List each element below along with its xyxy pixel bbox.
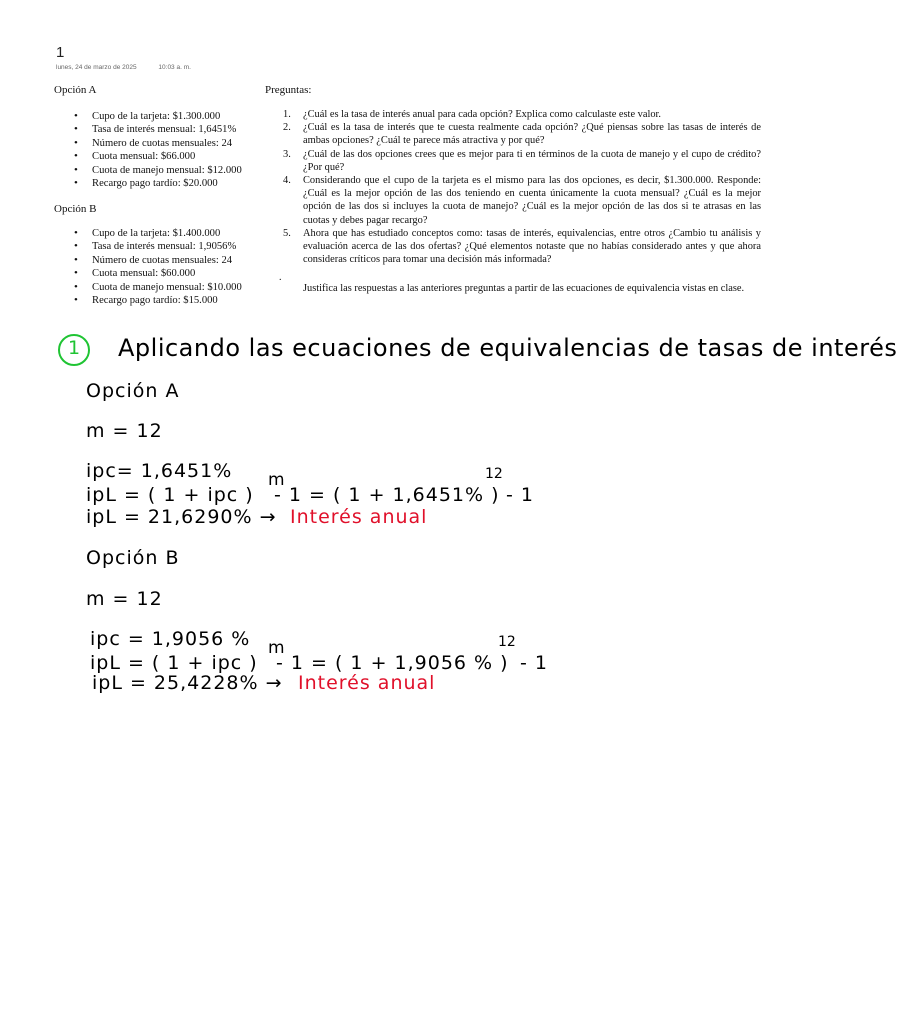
option-b-ipl-substitution: - 1 = ( 1 + 1,9056 % ) (276, 652, 509, 674)
questions-list (283, 108, 761, 266)
option-b-result: ipL = 25,4228% → (92, 672, 283, 694)
option-a-list (74, 110, 242, 190)
option-b-heading: Opción B (86, 547, 180, 569)
questions-title: Preguntas: (265, 84, 312, 96)
list-item: • Recargo pago tardío: $20.000 (74, 177, 242, 190)
question-text: ¿Cuál es la tasa de interés que te cuesta realmente cada opción? ¿Qué piensas sobre las tasas de interés de ambas opciones? ¿Cuál te parece más atractiva y por qué? (303, 122, 761, 147)
bullet-dot: . (279, 272, 282, 283)
option-b-exponent-m: m (268, 638, 285, 658)
option-a-heading: Opción A (86, 380, 180, 402)
question-item (283, 174, 761, 227)
option-b-result-label: Interés anual (298, 672, 436, 694)
question-text: ¿Cuál de las dos opciones crees que es mejor para ti en términos de la cuota de manejo y el cupo de crédito? ¿Por qué? (303, 148, 761, 173)
list-item: • Cuota de manejo mensual: $12.000 (74, 164, 242, 177)
option-b-ipl-formula: ipL = ( 1 + ipc ) (90, 652, 258, 674)
question-item (283, 108, 761, 121)
question-text: Considerando que el cupo de la tarjeta es el mismo para las dos opciones, es decir, $1.300.000. Responde: ¿Cuál es la mejor opción de las dos teniendo en cuenta únicamente la cuota mensual? ¿Cuál es la mejor opción de las dos si incluyes la cuota de manejo? ¿Cuál es la mejor opción de las dos si te atrasas en las cuotas y debes pagar recargo? (303, 175, 761, 226)
question-number: 4. (283, 175, 291, 187)
list-item: • Número de cuotas mensuales: 24 (74, 254, 242, 267)
question-text: Ahora que has estudiado conceptos como: tasas de interés, equivalencias, entre otros ¿Cambio tu análisis y evaluación acerca de las dos ofertas? ¿Qué elementos notaste que no habías considerado antes y que ahora consideras críticos para tomar una decisión más informada? (303, 227, 761, 266)
option-b-exponent-12: 12 (498, 634, 516, 650)
question-number: 2. (283, 122, 291, 134)
question-number: 3. (283, 148, 291, 160)
list-item: • Cuota mensual: $66.000 (74, 150, 242, 163)
option-a-result: ipL = 21,6290% → (86, 506, 277, 528)
option-b-list (74, 227, 242, 307)
option-a-ipl-formula: ipL = ( 1 + ipc ) (86, 484, 254, 506)
option-a-ipl-substitution: - 1 = ( 1 + 1,6451% ) (274, 484, 500, 506)
option-b-minus-one: - 1 (520, 652, 548, 674)
list-item: • Tasa de interés mensual: 1,9056% (74, 240, 242, 253)
option-a-result-label: Interés anual (290, 506, 428, 528)
option-a-exponent-12: 12 (485, 466, 503, 482)
question-item (283, 148, 761, 174)
question-number: 1. (283, 109, 291, 120)
page-time: 10:03 a. m. (158, 64, 191, 71)
step-number: 1 (67, 337, 81, 359)
option-a-title: Opción A (54, 84, 97, 96)
question-text: ¿Cuál es la tasa de interés anual para cada opción? Explica como calculaste este valor. (303, 109, 662, 120)
option-a-exponent-m: m (268, 470, 285, 490)
list-item: • Número de cuotas mensuales: 24 (74, 137, 242, 150)
list-item: • Cupo de la tarjeta: $1.300.000 (74, 110, 242, 123)
justify-note: Justifica las respuestas a las anteriores preguntas a partir de las ecuaciones de equivalencia vistas en clase. (303, 283, 745, 294)
question-item (283, 227, 761, 267)
option-b-m: m = 12 (86, 588, 163, 610)
question-number: 5. (283, 227, 291, 239)
option-a-ipc: ipc= 1,6451% (86, 460, 233, 482)
list-item: • Cuota de manejo mensual: $10.000 (74, 281, 242, 294)
option-b-title: Opción B (54, 203, 97, 215)
step-number-badge (58, 334, 90, 366)
page-meta (56, 64, 211, 71)
option-a-minus-one: - 1 (506, 484, 534, 506)
option-b-ipc: ipc = 1,9056 % (90, 628, 251, 650)
page-number: 1 (56, 44, 65, 61)
list-item: • Cuota mensual: $60.000 (74, 267, 242, 280)
list-item: • Tasa de interés mensual: 1,6451% (74, 123, 242, 136)
list-item: • Recargo pago tardío: $15.000 (74, 294, 242, 307)
notes-heading: Aplicando las ecuaciones de equivalencias de tasas de interés (118, 334, 897, 362)
list-item: • Cupo de la tarjeta: $1.400.000 (74, 227, 242, 240)
question-item (283, 121, 761, 147)
option-a-m: m = 12 (86, 420, 163, 442)
page-date: lunes, 24 de marzo de 2025 (56, 64, 137, 71)
